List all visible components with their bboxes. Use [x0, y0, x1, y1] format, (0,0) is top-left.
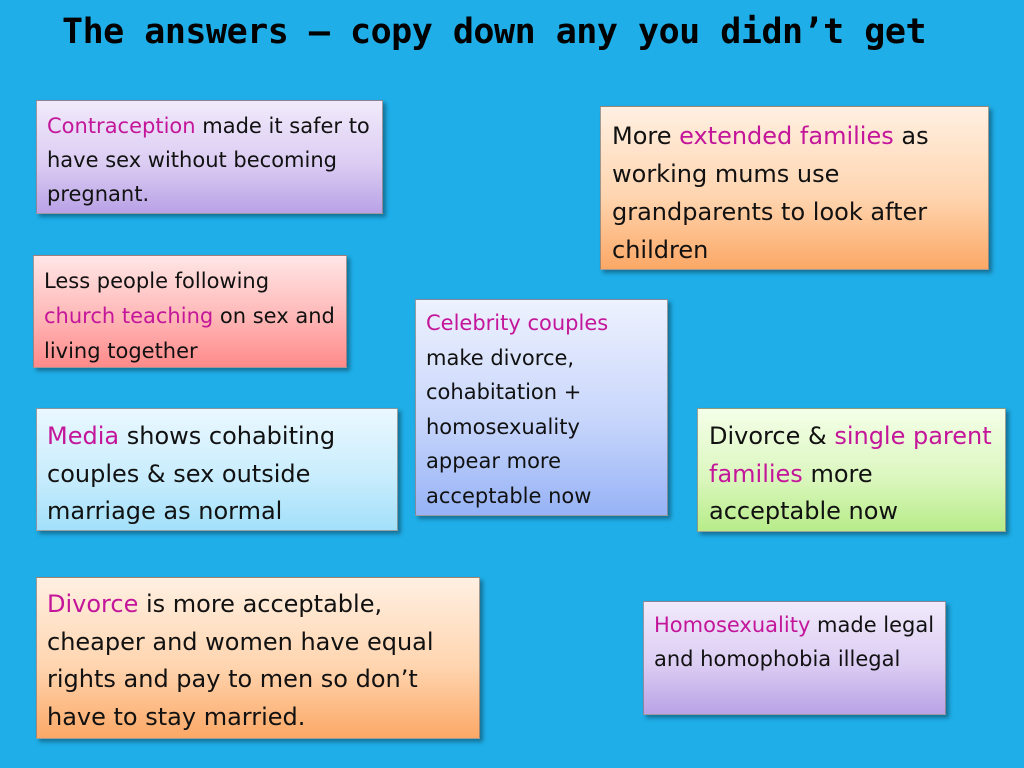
- answer-card-church-teaching: [33, 255, 347, 368]
- card-text: as working mums use grandparents to look after children: [612, 122, 929, 264]
- answer-card-media: [36, 408, 398, 531]
- card-text-prefix: Divorce &: [709, 422, 835, 450]
- card-highlight: Media: [47, 422, 120, 450]
- card-text: shows cohabiting couples & sex outside marriage as normal: [47, 422, 336, 525]
- answer-card-divorce: [36, 577, 480, 739]
- card-highlight: Homosexuality: [654, 613, 811, 637]
- card-text: is more acceptable, cheaper and women have equal rights and pay to men so don’t have to stay married.: [47, 590, 434, 731]
- card-text: made legal and homophobia illegal: [654, 613, 935, 671]
- answer-card-contraception: [36, 100, 383, 214]
- card-highlight: church teaching: [44, 304, 214, 328]
- card-highlight: Celebrity couples: [426, 311, 609, 335]
- answer-card-extended-families: [600, 106, 989, 270]
- card-highlight: Divorce: [47, 590, 139, 618]
- card-text: on sex and living together: [44, 304, 335, 363]
- card-highlight: Contraception: [47, 114, 196, 138]
- card-highlight: extended families: [679, 122, 894, 150]
- answer-card-single-parent-families: [697, 408, 1006, 532]
- card-text: make divorce, cohabitation + homosexuality appear more acceptable now: [426, 345, 592, 508]
- card-text-prefix: More: [612, 122, 680, 150]
- card-text: made it safer to have sex without becoming pregnant.: [47, 114, 370, 206]
- slide-title: The answers – copy down any you didn’t get: [62, 12, 927, 52]
- answer-card-homosexuality: [643, 601, 946, 715]
- card-text-prefix: Less people following: [44, 269, 270, 293]
- card-text: more acceptable now: [709, 459, 899, 525]
- card-highlight: single parent families: [709, 422, 992, 488]
- answer-card-celebrity-couples: [415, 299, 668, 516]
